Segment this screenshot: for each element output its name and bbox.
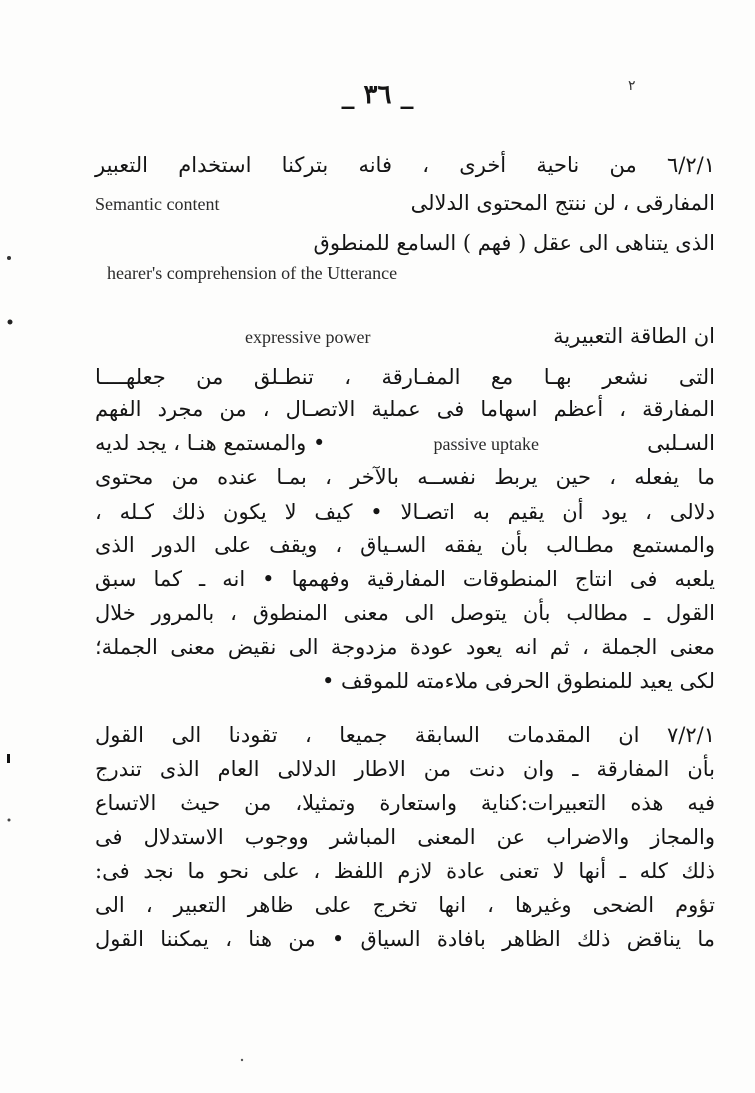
para3-line2: بأن المفارقة ـ وان دنت من الاطار الدلالى العام الذى تندرج: [95, 757, 715, 781]
para2-line9: القول ـ مطالب بأن يتوصل الى معنى المنطوق ، بالمرور خلال: [95, 601, 715, 625]
para2-line11: لكى يعيد للمنطوق الحرفى ملاءمته للموقف •: [321, 669, 715, 693]
para2-line3: المفارقة ، أعظم اسهاما فى عملية الاتصـال ، من مجرد الفهم: [95, 397, 715, 421]
para2-line8: يلعبه فى انتاج المنطوقات المفارقية وفهمها • انه ـ كما سبق: [95, 567, 715, 591]
para2-line7: والمستمع مطـالب بأن يفقه السـياق ، ويقف على الدور الذى: [95, 533, 715, 557]
para3-line7: ما يناقض ذلك الظاهر بافادة السياق • من هنا ، يمكننا القول: [95, 927, 715, 951]
corner-mark: ٢: [628, 78, 636, 94]
para3-line6: تؤوم الضحى وغيرها ، انها تخرج على ظاهر التعبير ، الى: [95, 893, 715, 917]
arabic-text: المفارقى ، لن ننتج المحتوى الدلالى: [410, 191, 715, 215]
arabic-text: • والمستمع هنـا ، يجد لديه: [95, 431, 326, 455]
para2-line10: معنى الجملة ، ثم انه يعود عودة مزدوجة الى نقيض معنى الجملة؛: [95, 635, 715, 659]
para3-line4: والمجاز والاضراب عن المعنى المباشر ووجوب الاستدلال فى: [95, 825, 715, 849]
page-number: _ ٣٦ _: [341, 80, 414, 110]
english-term: passive uptake: [433, 434, 539, 454]
para2-line5: ما يفعله ، حين يربط نفســه بالآخر ، بمـا عنده من محتوى: [95, 465, 715, 489]
para1-line1: ٦/٢/١ من ناحية أخرى ، فانه بتركنا استخدام التعبير: [95, 153, 715, 177]
english-term: Semantic content: [95, 194, 220, 214]
para1-line3: الذى يتناهى الى عقل ( فهم ) السامع للمنطوق: [313, 231, 715, 255]
para2-line6: دلالى ، يود أن يقيم به اتصـالا • كيف لا يكون ذلك كـله ،: [95, 500, 715, 524]
para3-line1: ٧/٢/١ ان المقدمات السابقة جميعا ، تقودنا الى القول: [95, 723, 715, 747]
arabic-text: السـلبى: [647, 431, 715, 455]
para3-line3: فيه هذه التعبيرات:كناية واستعارة وتمثيلا، من حيث الاتساع: [95, 791, 715, 815]
para1-line4-english: hearer's comprehension of the Utterance: [107, 263, 398, 283]
arabic-text: ان الطاقة التعبيرية: [553, 324, 715, 348]
english-term: expressive power: [245, 327, 371, 347]
para2-line2: التى نشعر بهـا مع المفـارقة ، تنطـلق من جعلهــــا: [95, 365, 715, 389]
para3-line5: ذلك كله ـ أنها لا تعنى عادة لازم اللفظ ، على نحو ما نجد فى:: [95, 859, 715, 883]
